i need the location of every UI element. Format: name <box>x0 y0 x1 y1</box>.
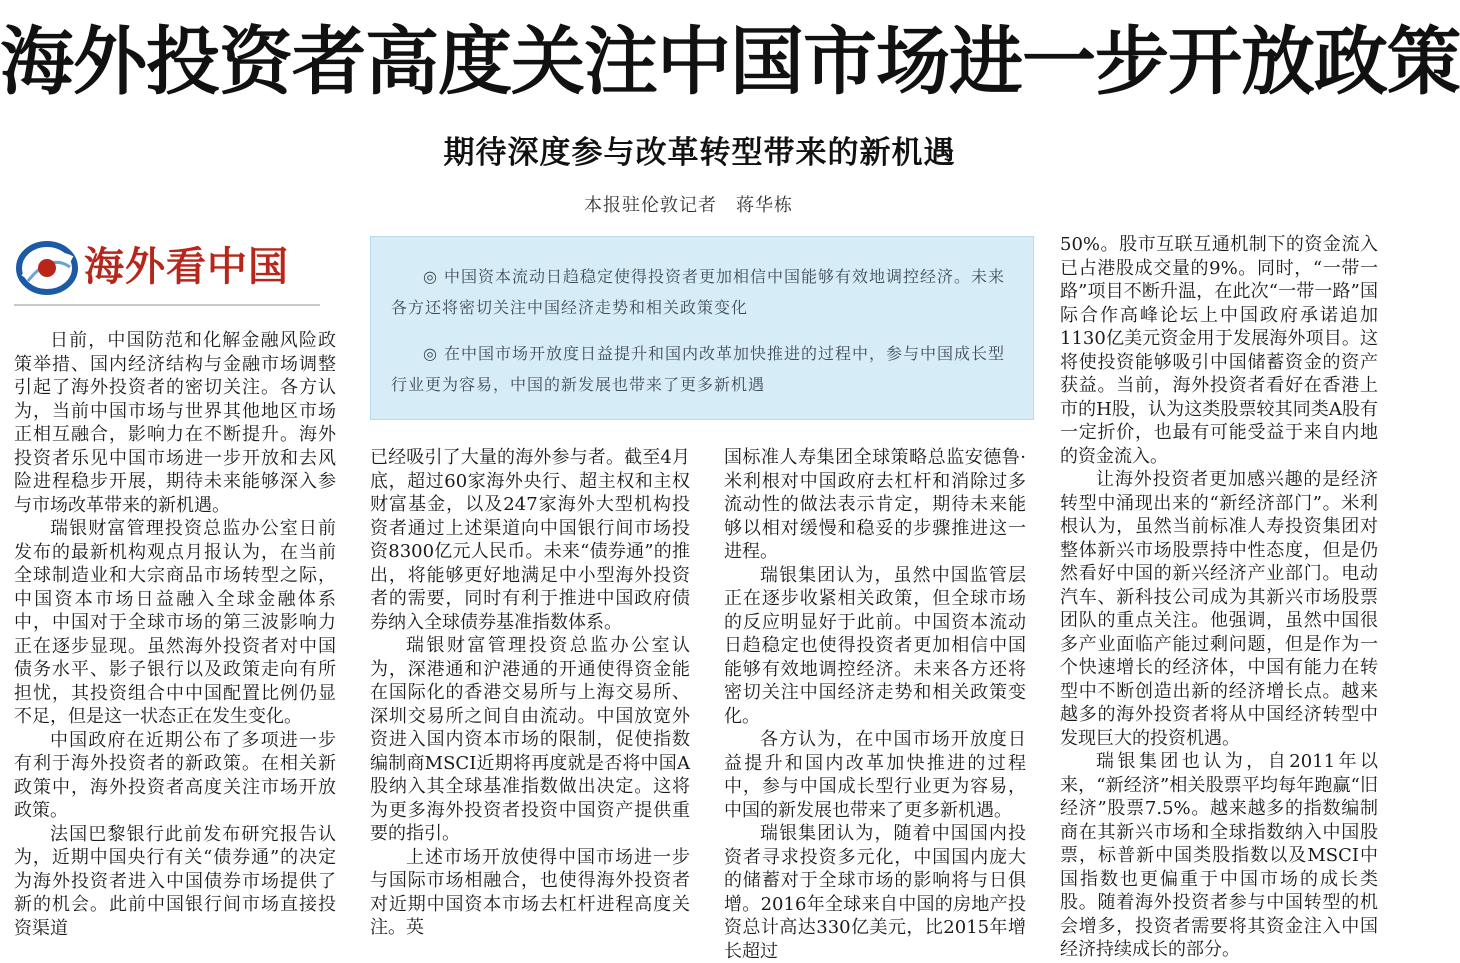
headline: 海外投资者高度关注中国市场进一步开放政策 <box>0 19 1460 105</box>
paragraph: 瑞银财富管理投资总监办公室日前发布的最新机构观点月报认为，在当前全球制造业和大宗商品市场转型之际，中国资本市场日益融入全球金融体系中，中国对于全球市场的第三波影响力正在逐步显现。虽然海外投资者对中国债务水平、影子银行以及政策走向有所担忧，其投资组合中中国配置比例仍显不足，但是这一状态正在发生变化。 <box>14 518 336 727</box>
article-column-3 <box>724 446 1026 962</box>
pullquote-box <box>370 236 1034 420</box>
paragraph: 日前，中国防范和化解金融风险政策举措、国内经济结构与金融市场调整引起了海外投资者的密切关注。各方认为，当前中国市场与世界其他地区市场正相互融合，影响力在不断提升。海外投资者乐见中国市场进一步开放和去风险进程稳步开展，期待未来能够深入参与市场改革带来的新机遇。 <box>14 330 336 516</box>
column-logo <box>14 232 324 302</box>
paragraph: 中国政府在近期公布了多项进一步有利于海外投资者的新政策。在相关新政策中，海外投资者高度关注市场开放政策。 <box>14 729 336 821</box>
paragraph: 上述市场开放使得中国市场进一步与国际市场相融合，也使得海外投资者对近期中国资本市场去杠杆进程高度关注。英 <box>370 846 690 938</box>
article-column-4 <box>1060 233 1378 960</box>
subhead: 期待深度参与改革转型带来的新机遇 <box>443 135 956 171</box>
column-logo-divider <box>14 304 320 306</box>
paragraph: 已经吸引了大量的海外参与者。截至4月底，超过60家海外央行、超主权和主权财富基金，以及247家海外大型机构投资者通过上述渠道向中国银行间市场投资8300亿元人民币。未来“债券通”的推出，将能够更好地满足中小型海外投资者的需要，同时有利于推进中国政府债券纳入全球债券基准指数体系。 <box>370 447 690 633</box>
article-column-1 <box>14 329 336 939</box>
paragraph: 瑞银集团也认为，自2011年以来，“新经济”相关股票平均每年跑赢“旧经济”股票7.5%。越来越多的指数编制商在其新兴市场和全球指数纳入中国股票，标普新中国类股指数以及MSCI中国指数也更偏重于中国市场的成长类股。随着海外投资者参与中国转型的机会增多，投资者需要将其资金注入中国经济持续成长的部分。 <box>1060 751 1378 960</box>
pullquote-item: ◎ 中国资本流动日趋稳定使得投资者更加相信中国能够有效地调控经济。未来各方还将密切关注中国经济走势和相关政策变化 <box>391 267 1006 317</box>
paragraph: 国标准人寿集团全球策略总监安德鲁·米利根对中国政府去杠杆和消除过多流动性的做法表示肯定，期待未来能够以相对缓慢和稳妥的步骤推进这一进程。 <box>724 447 1026 562</box>
paragraph: 各方认为，在中国市场开放度日益提升和国内改革加快推进的过程中，参与中国成长型行业更为容易，中国的新发展也带来了更多新机遇。 <box>724 729 1026 821</box>
byline: 本报驻伦敦记者 蒋华栋 <box>584 195 793 216</box>
globe-swirl-icon <box>14 237 80 297</box>
paragraph: 50%。股市互联互通机制下的资金流入已占港股成交量的9%。同时，“一带一路”项目不断升温，在此次“一带一路”国际合作高峰论坛上中国政府承诺追加1130亿美元资金用于发展海外项目。这将使投资能够吸引中国储蓄资金的资产获益。当前，海外投资者看好在香港上市的H股，认为这类股票较其同类A股有一定折价，也最有可能受益于来自内地的资金流入。 <box>1060 234 1378 467</box>
paragraph: 让海外投资者更加感兴趣的是经济转型中涌现出来的“新经济部门”。米利根认为，虽然当前标准人寿投资集团对整体新兴市场股票持中性态度，但是仍然看好中国的新兴经济产业部门。电动汽车、新科技公司成为其新兴市场股票团队的重点关注。他强调，虽然中国很多产业面临产能过剩问题，但是作为一个快速增长的经济体，中国有能力在转型中不断创造出新的经济增长点。越来越多的海外投资者将从中国经济转型中发现巨大的投资机遇。 <box>1060 469 1378 749</box>
article-column-2 <box>370 446 690 938</box>
column-logo-text: 海外看中国 <box>84 244 289 290</box>
paragraph: 瑞银财富管理投资总监办公室认为，深港通和沪港通的开通使得资金能在国际化的香港交易所与上海交易所、深圳交易所之间自由流动。中国放宽外资进入国内资本市场的限制，促使指数编制商MSCI近期将再度就是否将中国A股纳入其全球基准指数做出决定。这将为更多海外投资者投资中国资产提供重要的指引。 <box>370 635 690 844</box>
paragraph: 瑞银集团认为，随着中国国内投资者寻求投资多元化，中国国内庞大的储蓄对于全球市场的影响将与日俱增。2016年全球来自中国的房地产投资总计高达330亿美元，比2015年增长超过 <box>724 823 1026 962</box>
pullquote-item: ◎ 在中国市场开放度日益提升和国内改革加快推进的过程中，参与中国成长型行业更为容易，中国的新发展也带来了更多新机遇 <box>391 344 1006 394</box>
paragraph: 瑞银集团认为，虽然中国监管层正在逐步收紧相关政策，但全球市场的反应明显好于此前。中国资本流动日趋稳定也使得投资者更加相信中国能够有效地调控经济。未来各方还将密切关注中国经济走势和相关政策变化。 <box>724 564 1026 727</box>
paragraph: 法国巴黎银行此前发布研究报告认为，近期中国央行有关“债券通”的决定为海外投资者进入中国债券市场提供了新的机会。此前中国银行间市场直接投资渠道 <box>14 823 336 939</box>
